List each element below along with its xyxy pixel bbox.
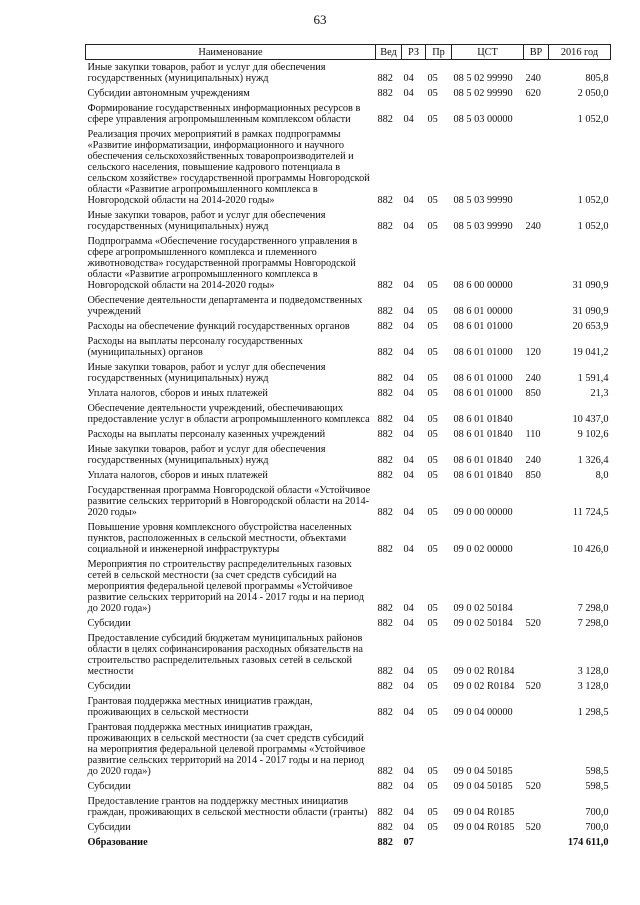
table-row [86,720,611,779]
table-row [86,679,611,694]
cell-cst: 08 5 03 99990 [453,195,513,206]
cell-vr [524,720,549,779]
header-rz: РЗ [402,45,426,60]
header-vr: ВР [524,45,549,60]
cell-ved: 882 [377,114,393,125]
cell-vr: 850 [525,470,541,481]
table-row [86,520,611,557]
cell-cst: 09 0 04 50185 [453,766,513,777]
cell-amount: 700,0 [585,807,609,818]
cell-cst: 08 6 01 01000 [453,347,513,358]
table-row [86,779,611,794]
cell-amount: 7 298,0 [577,603,609,614]
cell-rz: 04 [403,807,414,818]
cell-cst: 08 5 03 99990 [453,221,513,232]
cell-ved: 882 [377,603,393,614]
header-name: Наименование [86,45,376,60]
cell-vr [524,401,549,427]
cell-cst: 09 0 04 R0185 [453,822,515,833]
cell-name: Государственная программа Новгородской области «Устойчивое развитие сельских территорий в Новгородской области на 2014-2020 годы» [87,485,371,518]
cell-name: Грантовая поддержка местных инициатив граждан, проживающих в сельской местности (за счет средств субсидий на мероприятия федеральной целевой программы «Устойчивое развитие сельских территорий на 2014 - 2017 годы и на период до 2020 года») [87,722,366,777]
cell-ved: 882 [377,766,393,777]
cell-pr: 05 [427,221,438,232]
cell-vr: 850 [525,388,541,399]
cell-pr: 05 [427,195,438,206]
cell-name: Формирование государственных информационных ресурсов в сфере управления агропромышленным комплексом области [87,103,361,125]
table-row [86,616,611,631]
cell-rz: 04 [403,429,414,440]
cell-ved: 882 [377,807,393,818]
cell-name: Обеспечение деятельности департамента и подведомственных учреждений [87,295,363,317]
cell-ved: 882 [377,781,393,792]
header-pr: Пр [426,45,452,60]
cell-vr: 620 [525,88,541,99]
cell-ved: 882 [377,707,393,718]
table-row [86,442,611,468]
cell-name: Реализация прочих мероприятий в рамках подпрограммы «Развитие информатизации, информационного и научного обеспечения сельскохозяйственных товаропроизводителей и сельского населения, повышение кадрового потенциала в сельском хозяйстве» государственной программы Новгородской области «Развитие агропромышленного комплекса в Новгородской области на 2014-2020 годы» [87,129,370,206]
cell-vr: 520 [525,681,541,692]
cell-cst: 08 5 02 99990 [453,88,513,99]
table-row [86,101,611,127]
cell-rz: 04 [403,280,414,291]
cell-amount: 1 052,0 [577,195,609,206]
table-row [86,820,611,835]
cell-cst: 09 0 02 00000 [453,544,513,555]
table-row [86,694,611,720]
cell-amount: 3 128,0 [577,681,609,692]
cell-ved: 882 [377,455,393,466]
cell-pr: 05 [427,666,438,677]
cell-pr: 05 [427,321,438,332]
cell-ved: 882 [377,414,393,425]
cell-rz: 04 [403,414,414,425]
cell-vr [524,319,549,334]
cell-name: Субсидии [87,681,131,692]
cell-ved: 882 [377,306,393,317]
cell-ved: 882 [377,507,393,518]
cell-pr: 05 [427,822,438,833]
cell-rz: 04 [403,707,414,718]
table-row [86,401,611,427]
cell-name: Расходы на выплаты персоналу казенных учреждений [87,429,326,440]
cell-amount: 598,5 [585,766,609,777]
table-row [86,127,611,208]
cell-cst: 08 6 01 01840 [453,470,513,481]
cell-rz: 04 [403,618,414,629]
cell-name: Предоставление субсидий бюджетам муниципальных районов области в целях софинансирования расходных обязательств на строительство распределительных газовых сетей в сельской местности [87,633,363,677]
cell-vr [524,127,549,208]
cell-vr: 110 [525,429,541,440]
cell-vr: 240 [525,455,541,466]
cell-rz: 07 [403,837,414,848]
cell-rz: 04 [403,114,414,125]
cell-cst: 09 0 02 50184 [453,603,513,614]
cell-name: Повышение уровня комплексного обустройства населенных пунктов, расположенных в сельской местности, объектами социальной и инженерной инфраструктуры [87,522,352,555]
cell-cst: 08 6 01 00000 [453,306,513,317]
cell-ved: 882 [377,822,393,833]
header-cst: ЦСТ [452,45,524,60]
cell-pr: 05 [427,455,438,466]
cell-ved: 882 [377,73,393,84]
cell-vr [524,694,549,720]
cell-pr: 05 [427,88,438,99]
cell-pr: 05 [427,373,438,384]
cell-amount: 11 724,5 [572,507,609,518]
table-header-row [86,45,611,60]
cell-name: Образование [87,837,148,848]
cell-cst: 09 0 04 50185 [453,781,513,792]
cell-rz: 04 [403,507,414,518]
cell-rz: 04 [403,388,414,399]
table-row [86,386,611,401]
cell-amount: 1 591,4 [577,373,609,384]
cell-ved: 882 [377,429,393,440]
cell-vr [524,835,549,850]
cell-name: Иные закупки товаров, работ и услуг для обеспечения государственных (муниципальных) нужд [87,210,326,232]
cell-pr: 05 [427,807,438,818]
cell-pr: 05 [427,603,438,614]
cell-rz: 04 [403,544,414,555]
cell-vr: 240 [525,221,541,232]
cell-vr [524,557,549,616]
cell-rz: 04 [403,822,414,833]
table-row [86,334,611,360]
cell-vr: 120 [525,347,541,358]
page-number: 63 [313,12,327,27]
cell-pr: 05 [427,470,438,481]
cell-ved: 882 [377,373,393,384]
cell-name: Субсидии [87,618,131,629]
cell-rz: 04 [403,195,414,206]
cell-rz: 04 [403,681,414,692]
cell-pr: 05 [427,429,438,440]
cell-amount: 9 102,6 [577,429,609,440]
cell-cst: 08 6 01 01000 [453,373,513,384]
cell-pr: 05 [427,707,438,718]
cell-amount: 20 653,9 [572,321,609,332]
table-row [86,557,611,616]
cell-rz: 04 [403,321,414,332]
cell-pr: 05 [427,507,438,518]
cell-cst: 09 0 02 R0184 [453,681,515,692]
header-year: 2016 год [549,45,611,60]
cell-cst: 08 5 02 99990 [453,73,513,84]
table-row [86,794,611,820]
cell-amount: 19 041,2 [572,347,609,358]
cell-vr [524,101,549,127]
cell-cst: 08 6 01 01000 [453,321,513,332]
cell-vr: 520 [525,618,541,629]
cell-rz: 04 [403,666,414,677]
cell-amount: 10 437,0 [572,414,609,425]
cell-amount: 598,5 [585,781,609,792]
cell-pr: 05 [427,544,438,555]
table-row [86,60,611,87]
cell-amount: 700,0 [585,822,609,833]
cell-name: Субсидии автономным учреждениям [87,88,250,99]
cell-ved: 882 [377,388,393,399]
cell-ved: 882 [377,544,393,555]
budget-table [85,44,611,850]
cell-amount: 1 326,4 [577,455,609,466]
cell-cst: 09 0 04 R0185 [453,807,515,818]
table-row [86,631,611,679]
cell-amount: 2 050,0 [577,88,609,99]
cell-cst: 09 0 02 R0184 [453,666,515,677]
cell-cst: 08 5 03 00000 [453,114,513,125]
cell-ved: 882 [377,681,393,692]
cell-rz: 04 [403,221,414,232]
cell-pr: 05 [427,73,438,84]
cell-pr: 05 [427,766,438,777]
cell-ved: 882 [377,837,393,848]
cell-vr: 520 [525,822,541,833]
cell-amount: 1 052,0 [577,221,609,232]
table-row [86,835,611,850]
cell-amount: 174 611,0 [567,837,609,848]
cell-vr [524,631,549,679]
cell-rz: 04 [403,88,414,99]
table-row [86,319,611,334]
cell-name: Субсидии [87,781,131,792]
table-row [86,293,611,319]
cell-cst: 09 0 04 00000 [453,707,513,718]
cell-rz: 04 [403,373,414,384]
cell-cst [452,835,524,850]
cell-cst: 08 6 01 01840 [453,414,513,425]
cell-name: Подпрограмма «Обеспечение государственного управления в сфере агропромышленного комплекса и племенного животноводства» государственной программы Новгородской области «Развитие агропромышленного комплекса в Новгородской области на 2014-2020 годы» [87,236,358,291]
cell-cst: 08 6 01 01840 [453,429,513,440]
table-row [86,468,611,483]
cell-ved: 882 [377,195,393,206]
cell-vr [524,520,549,557]
cell-rz: 04 [403,766,414,777]
table-row [86,483,611,520]
cell-name: Уплата налогов, сборов и иных платежей [87,388,268,399]
cell-amount: 1 298,5 [577,707,609,718]
cell-pr: 05 [427,681,438,692]
cell-name: Обеспечение деятельности учреждений, обеспечивающих предоставление услуг в области агропромышленного комплекса [87,403,370,425]
cell-amount: 31 090,9 [572,306,609,317]
cell-amount: 1 052,0 [577,114,609,125]
cell-rz: 04 [403,347,414,358]
cell-pr: 05 [427,618,438,629]
table-row [86,208,611,234]
cell-amount: 805,8 [585,73,609,84]
cell-rz: 04 [403,603,414,614]
cell-name: Субсидии [87,822,131,833]
cell-amount: 7 298,0 [577,618,609,629]
header-ved: Вед [376,45,402,60]
cell-pr: 05 [427,414,438,425]
cell-rz: 04 [403,455,414,466]
cell-cst: 09 0 00 00000 [453,507,513,518]
cell-amount: 3 128,0 [577,666,609,677]
cell-rz: 04 [403,306,414,317]
cell-vr [524,293,549,319]
cell-vr [524,234,549,293]
cell-name: Иные закупки товаров, работ и услуг для обеспечения государственных (муниципальных) нужд [87,62,326,84]
cell-pr: 05 [427,781,438,792]
cell-vr: 240 [525,73,541,84]
cell-cst: 08 6 01 01000 [453,388,513,399]
cell-amount: 31 090,9 [572,280,609,291]
cell-vr: 240 [525,373,541,384]
cell-pr: 05 [427,306,438,317]
cell-name: Уплата налогов, сборов и иных платежей [87,470,268,481]
table-row [86,86,611,101]
cell-ved: 882 [377,470,393,481]
cell-ved: 882 [377,280,393,291]
cell-name: Предоставление грантов на поддержку местных инициатив граждан, проживающих в сельской местности области (гранты) [87,796,368,818]
cell-vr [524,483,549,520]
cell-vr [524,794,549,820]
cell-ved: 882 [377,347,393,358]
cell-name: Расходы на обеспечение функций государственных органов [87,321,350,332]
cell-cst: 08 6 00 00000 [453,280,513,291]
cell-name: Расходы на выплаты персоналу государственных (муниципальных) органов [87,336,303,358]
cell-ved: 882 [377,618,393,629]
cell-rz: 04 [403,73,414,84]
cell-pr: 05 [427,114,438,125]
cell-ved: 882 [377,666,393,677]
cell-pr: 05 [427,347,438,358]
cell-ved: 882 [377,88,393,99]
table-body [86,60,611,851]
cell-pr [426,835,452,850]
cell-name: Иные закупки товаров, работ и услуг для обеспечения государственных (муниципальных) нужд [87,362,326,384]
cell-name: Мероприятия по строительству распределительных газовых сетей в сельской местности (за счет средств субсидий на мероприятия федеральной целевой программы «Устойчивое развитие сельских территорий на 2014 - 2017 годы и на период до 2020 года») [87,559,364,614]
table-row [86,360,611,386]
cell-rz: 04 [403,470,414,481]
cell-name: Грантовая поддержка местных инициатив граждан, проживающих в сельской местности [87,696,313,718]
cell-ved: 882 [377,321,393,332]
cell-ved: 882 [377,221,393,232]
table-row [86,427,611,442]
cell-amount: 8,0 [595,470,609,481]
cell-pr: 05 [427,280,438,291]
cell-pr: 05 [427,388,438,399]
cell-cst: 09 0 02 50184 [453,618,513,629]
cell-amount: 10 426,0 [572,544,609,555]
cell-vr: 520 [525,781,541,792]
cell-amount: 21,3 [590,388,609,399]
cell-cst: 08 6 01 01840 [453,455,513,466]
table-row [86,234,611,293]
cell-rz: 04 [403,781,414,792]
cell-name: Иные закупки товаров, работ и услуг для обеспечения государственных (муниципальных) нужд [87,444,326,466]
